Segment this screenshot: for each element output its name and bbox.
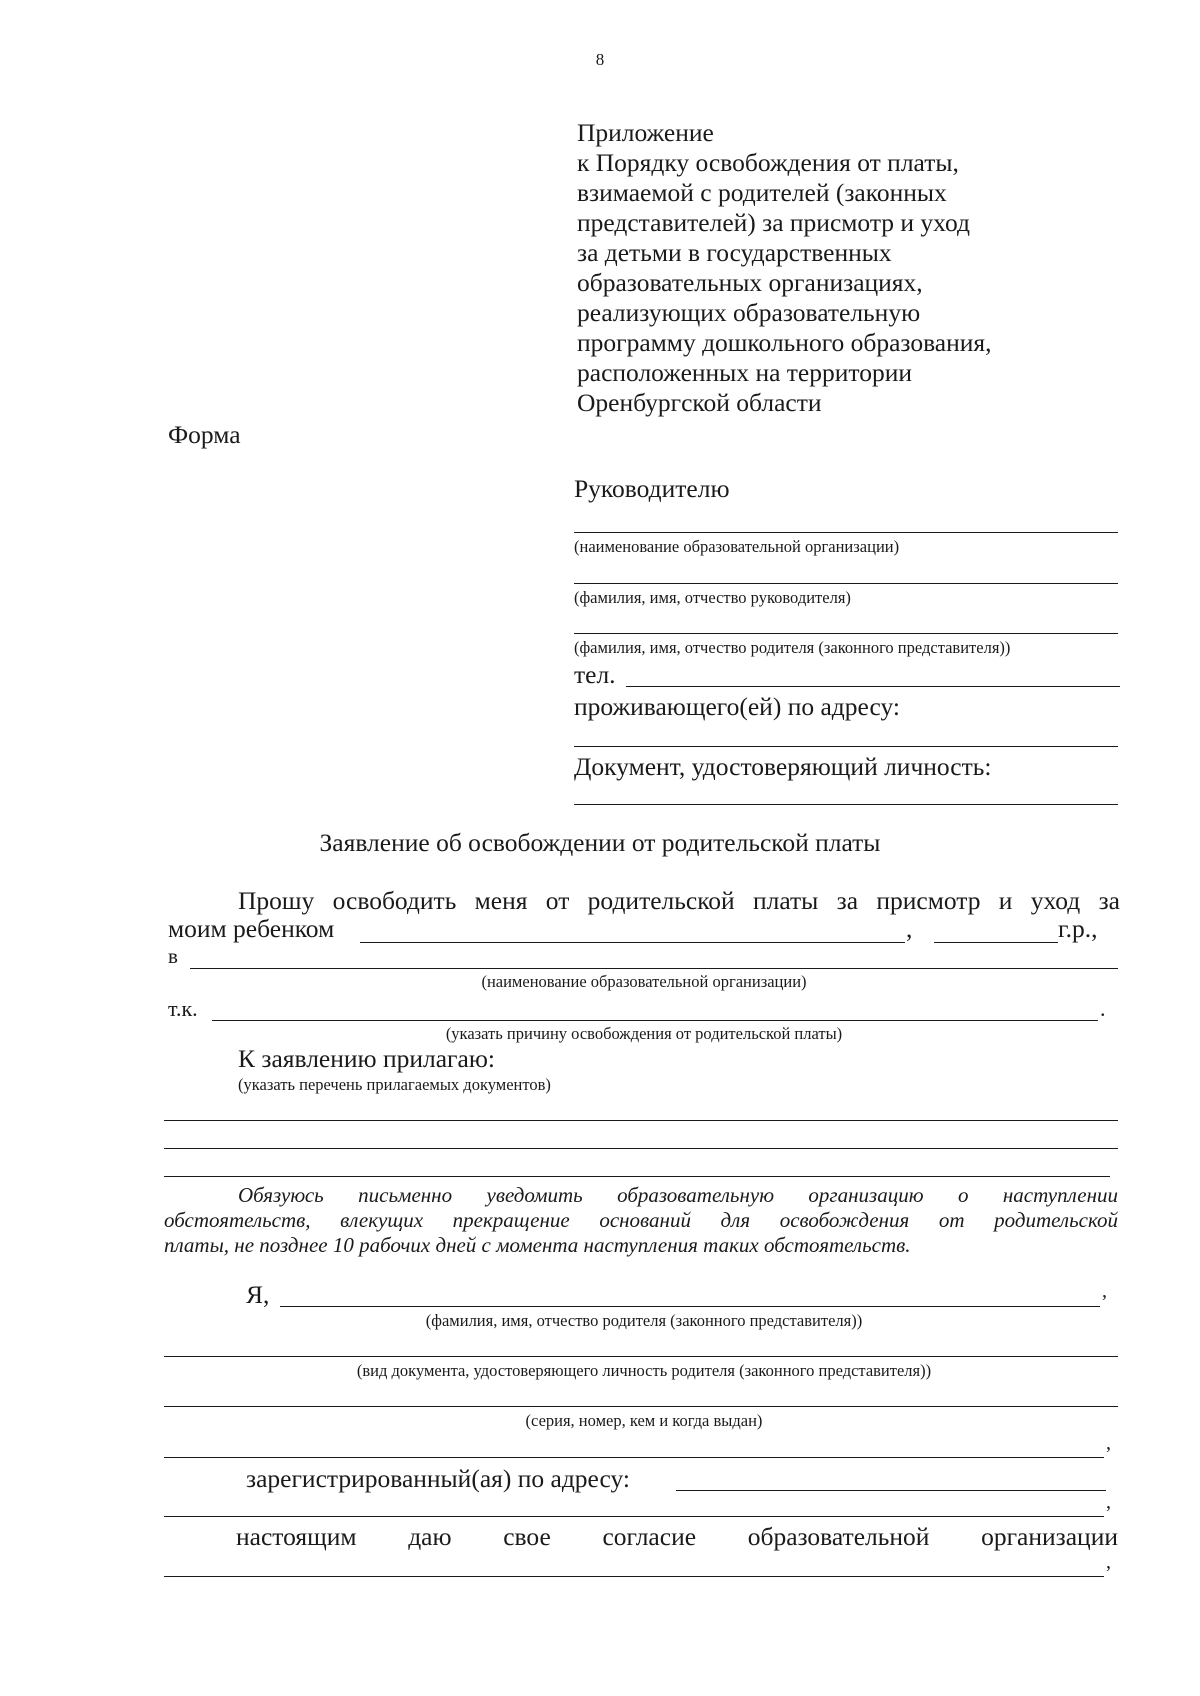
in-label: в [168, 944, 178, 968]
attach-label: К заявлению прилагаю: [238, 1044, 495, 1073]
registered-address-field-continued[interactable] [164, 1516, 1104, 1517]
child-name-field[interactable] [360, 942, 905, 943]
consent-org-field[interactable] [164, 1576, 1104, 1577]
address-field[interactable] [574, 746, 1118, 747]
head-name-caption: (фамилия, имя, отчество руководителя) [574, 588, 851, 607]
year-suffix: г.р., [1058, 914, 1098, 943]
comma: , [1106, 1551, 1111, 1573]
appendix-line: Приложение [577, 118, 714, 147]
parent-name-caption: (фамилия, имя, отчество родителя (законного представителя)) [574, 638, 1011, 657]
org-name-caption: (наименование образовательной организации) [574, 537, 900, 556]
reason-caption: (указать причину освобождения от родительской платы) [445, 1024, 843, 1043]
doc-type-field[interactable] [164, 1356, 1118, 1357]
appendix-line: к Порядку освобождения от платы, [577, 148, 959, 177]
doc-details-field[interactable] [164, 1406, 1118, 1407]
i-label: Я, [246, 1280, 270, 1309]
registered-address-field[interactable] [676, 1490, 1106, 1491]
comma: , [1106, 1432, 1111, 1454]
request-child-label: моим ребенком [168, 914, 335, 943]
appendix-line: за детьми в государственных [577, 238, 892, 267]
id-doc-field[interactable] [574, 804, 1118, 805]
doc-details-caption: (серия, номер, кем и когда выдан) [525, 1411, 763, 1430]
reason-field[interactable] [212, 1020, 1098, 1021]
document-title: Заявление об освобождении от родительской платы [319, 828, 881, 857]
org-field[interactable] [190, 968, 1118, 969]
attachments-line-1[interactable] [164, 1120, 1118, 1121]
id-doc-label: Документ, удостоверяющий личность: [574, 752, 992, 781]
because-label: т.к. [168, 996, 198, 1021]
obligation-line: платы, не позднее 10 рабочих дней с момента наступления таких обстоятельств. [164, 1233, 911, 1257]
appendix-line: взимаемой с родителей (законных [577, 178, 947, 207]
birth-year-field[interactable] [934, 942, 1058, 943]
addressee-to: Руководителю [574, 474, 730, 503]
phone-label: тел. [574, 660, 616, 689]
appendix-line: Оренбургской области [577, 388, 822, 417]
org-caption: (наименование образовательной организации) [481, 972, 807, 991]
comma: , [906, 914, 913, 943]
attachments-line-2[interactable] [164, 1148, 1118, 1149]
doc-details-field-continued[interactable] [164, 1457, 1104, 1458]
attach-caption: (указать перечень прилагаемых документов) [238, 1075, 551, 1094]
form-label: Форма [168, 420, 241, 449]
doc-type-caption: (вид документа, удостоверяющего личность родителя (законного представителя)) [356, 1361, 932, 1380]
parent-name-field[interactable] [574, 633, 1118, 634]
appendix-line: представителей) за присмотр и уход [577, 208, 970, 237]
obligation-line: Обязуюсь письменно уведомить образовательную организацию о наступлении [238, 1183, 1118, 1207]
obligation-line: обстоятельств, влекущих прекращение оснований для освобождения от родительской [164, 1208, 1118, 1232]
address-label: проживающего(ей) по адресу: [574, 692, 900, 721]
page-number: 8 [595, 50, 605, 69]
appendix-line: программу дошкольного образования, [577, 328, 992, 357]
parent-fullname-caption: (фамилия, имя, отчество родителя (законного представителя)) [425, 1311, 863, 1330]
attachments-line-3[interactable] [164, 1176, 1110, 1177]
appendix-heading [577, 118, 992, 418]
appendix-line: реализующих образовательную [577, 298, 921, 327]
period: . [1100, 996, 1106, 1021]
phone-field[interactable] [626, 686, 1120, 687]
appendix-line: расположенных на территории [577, 358, 912, 387]
request-text: Прошу освободить меня от родительской платы за присмотр и уход за [238, 886, 1120, 915]
appendix-line: образовательных организациях, [577, 268, 923, 297]
parent-fullname-field[interactable] [280, 1306, 1100, 1307]
registered-label: зарегистрированный(ая) по адресу: [246, 1464, 630, 1493]
consent-text: настоящим даю свое согласие образовательной организации [236, 1522, 1118, 1551]
comma: , [1102, 1280, 1107, 1302]
comma: , [1106, 1491, 1111, 1513]
head-name-field[interactable] [574, 583, 1118, 584]
org-name-field[interactable] [574, 532, 1118, 533]
